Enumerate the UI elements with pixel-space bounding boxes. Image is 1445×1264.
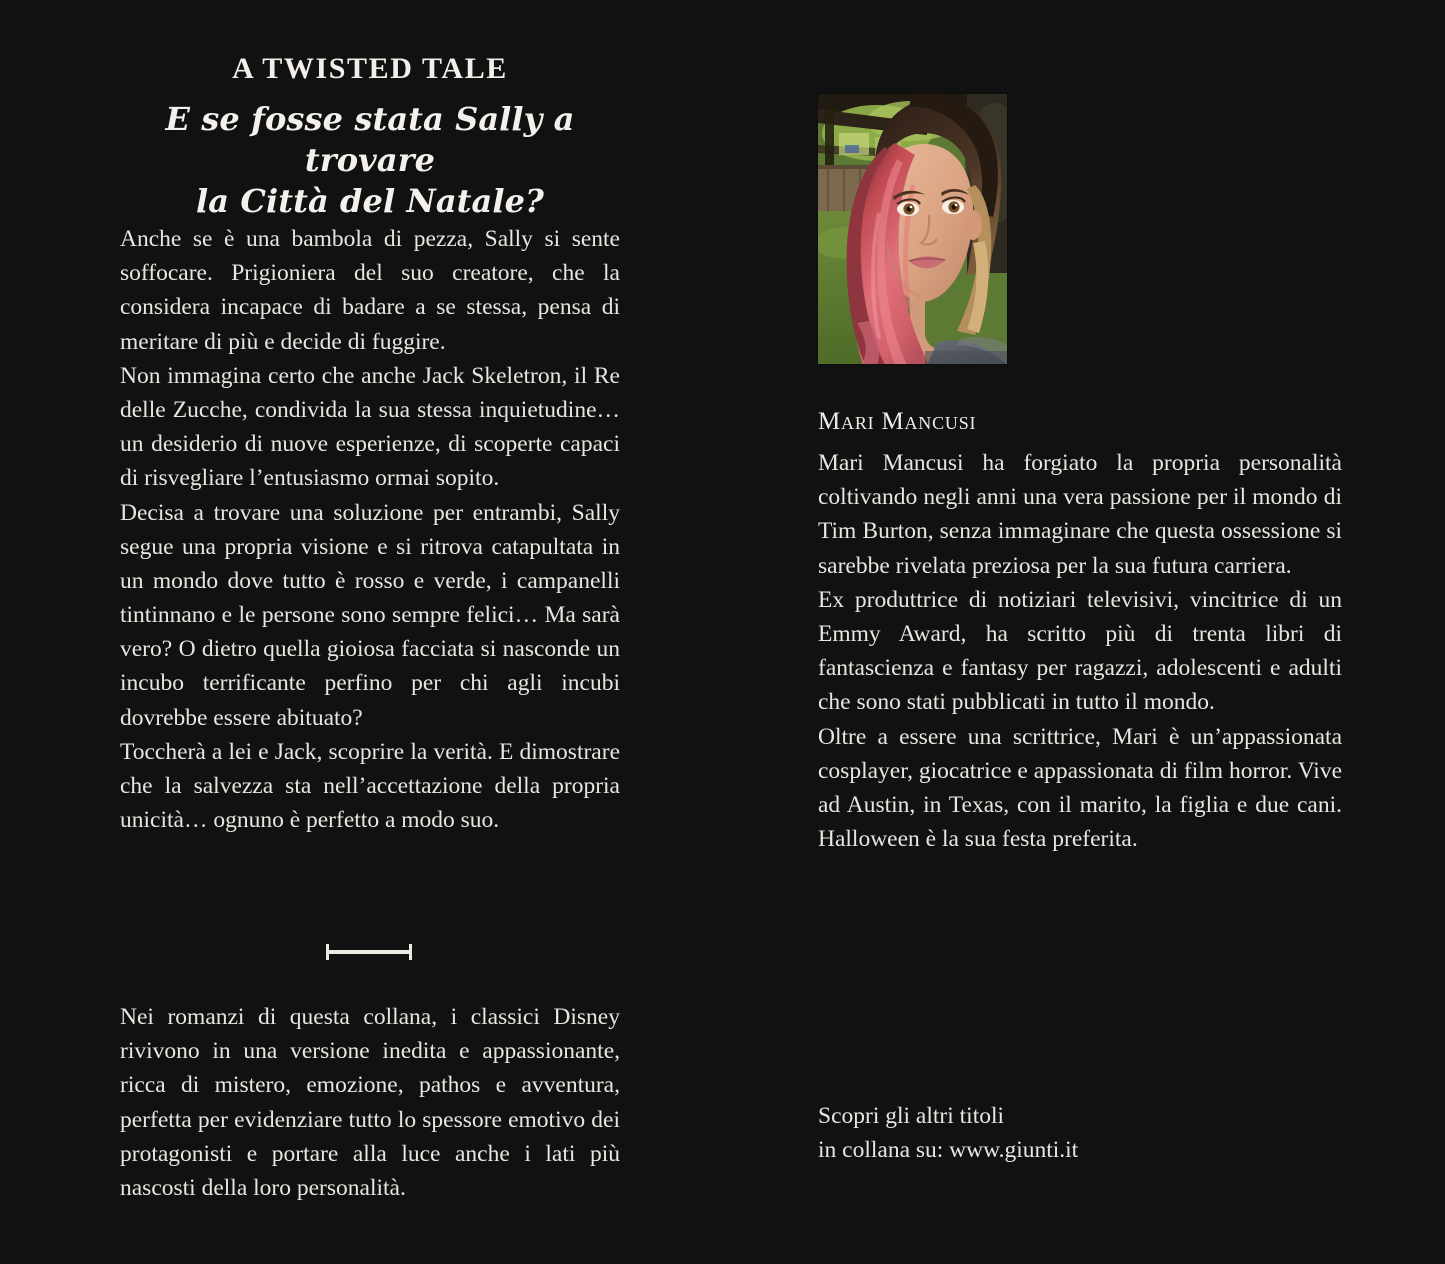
divider-bar xyxy=(326,950,412,954)
discover-line-2[interactable]: in collana su: www.giunti.it xyxy=(818,1136,1079,1163)
discover-line-1: Scopri gli altri titoli xyxy=(818,1103,1005,1129)
blurb-paragraph-2: Non immagina certo che anche Jack Skeletron, il Re delle Zucche, condivida la sua stessa inquietudine… un desiderio di nuove esperienze, di scoperte capaci di risvegliare l’entusiasmo ormai sopito. xyxy=(120,362,620,492)
blurb-paragraph-4: Toccherà a lei e Jack, scoprire la verità. E dimostrare che la salvezza sta nell’accettazione della propria unicità… ognuno è perfetto a modo suo. xyxy=(120,738,620,834)
author-portrait-image xyxy=(817,93,1008,365)
bio-paragraph-2: Ex produttrice di notiziari televisivi, vincitrice di un Emmy Award, ha scritto più di trenta libri di fantascienza e fantasy per ragazzi, adolescenti e adulti che sono stati pubblicati in tutto il mondo. xyxy=(818,586,1342,716)
tagline-line-1: E se fosse stata Sally a trovare xyxy=(165,100,575,179)
tagline-line-2: la Città del Natale? xyxy=(196,181,544,220)
divider-ornament-icon xyxy=(326,944,412,960)
series-title: A TWISTED TALE xyxy=(232,52,508,85)
author-name: Mari Mancusi xyxy=(818,408,977,435)
series-description xyxy=(120,1000,620,1205)
bio-paragraph-3: Oltre a essere una scrittrice, Mari è un’appassionata cosplayer, giocatrice e appassionata di film horror. Vive ad Austin, in Texas, con il marito, la figlia e due cani. Halloween è la sua festa preferita. xyxy=(818,723,1342,853)
divider-right-cap xyxy=(409,944,412,960)
left-column-header xyxy=(120,52,620,222)
author-photo xyxy=(817,93,1008,365)
blurb-paragraph-3: Decisa a trovare una soluzione per entrambi, Sally segue una propria visione e si ritrova catapultata in un mondo dove tutto è rosso e verde, i campanelli tintinnano e le persone sono sempre felici… Ma sarà vero? O dietro quella gioiosa facciata si nasconde un incubo terrificante perfino per chi agli incubi dovrebbe essere abituato? xyxy=(120,499,620,731)
book-blurb xyxy=(120,222,620,837)
bio-paragraph-1: Mari Mancusi ha forgiato la propria personalità coltivando negli anni una vera passione per il mondo di Tim Burton, senza immaginare che questa ossessione si sarebbe rivelata preziosa per la sua futura carriera. xyxy=(818,450,1342,579)
tagline xyxy=(120,99,620,222)
series-description-text: Nei romanzi di questa collana, i classici Disney rivivono in una versione inedita e appassionante, ricca di mistero, emozione, pathos e avventura, perfetta per evidenziare tutto lo spessore emotivo dei protagonisti e portare alla luce anche i lati più nascosti della loro personalità. xyxy=(120,1004,620,1201)
blurb-paragraph-1: Anche se è una bambola di pezza, Sally si sente soffocare. Prigioniera del suo creatore, che la considera incapace di badare a se stessa, pensa di meritare di più e decide di fuggire. xyxy=(120,226,620,355)
discover-more-block xyxy=(818,1100,1338,1167)
author-biography xyxy=(818,446,1342,856)
